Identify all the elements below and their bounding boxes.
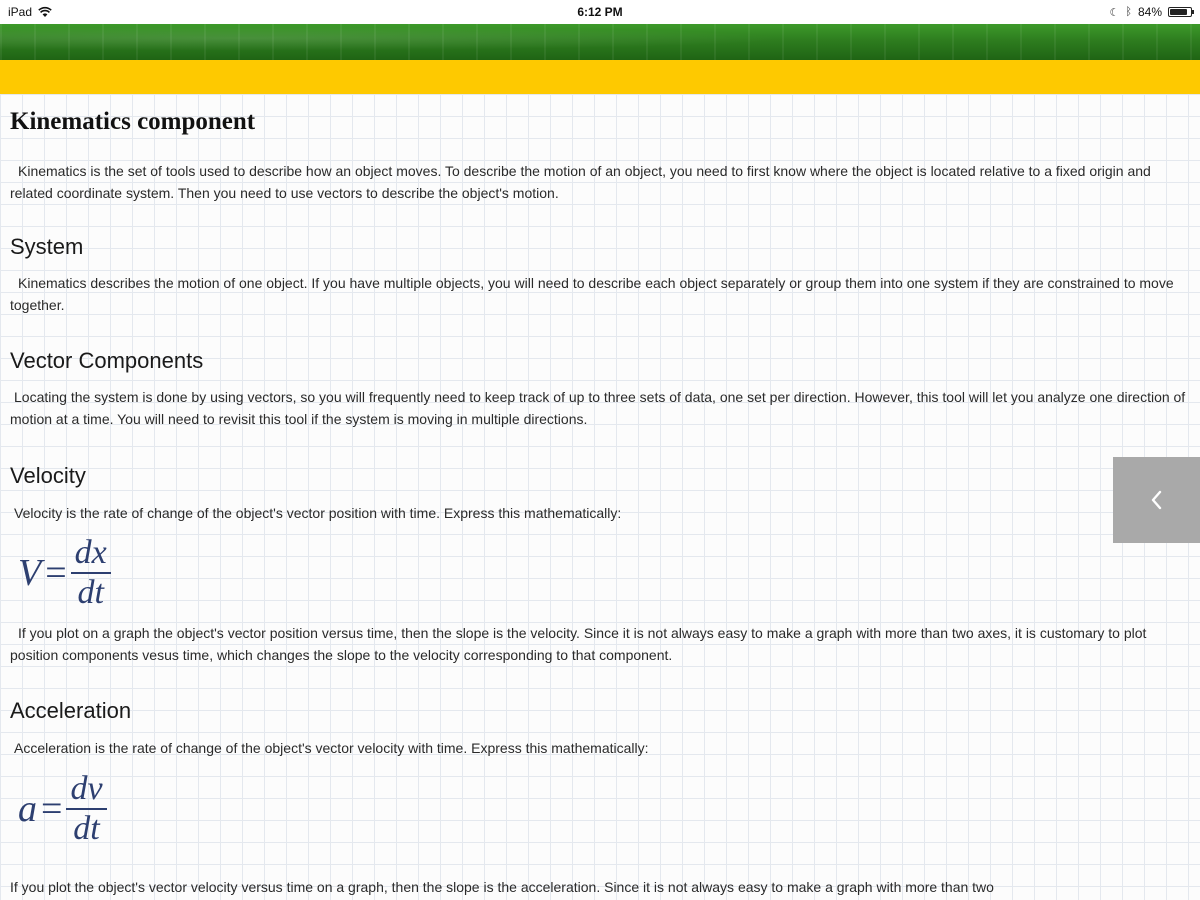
content-area[interactable] <box>0 94 1200 900</box>
section-heading-system: System <box>10 234 84 259</box>
section-text-system: Kinematics describes the motion of one object. If you have multiple objects, you will need to describe each object separately or group them into one system if they are constrained to move together. <box>10 275 1174 313</box>
status-bar <box>0 0 1200 24</box>
header-yellow-banner <box>0 60 1200 94</box>
device-label: iPad <box>8 5 33 19</box>
chevron-left-icon <box>1149 489 1165 511</box>
section-text-velocity: Velocity is the rate of change of the object's vector position with time. Express this mathematically: <box>14 505 622 521</box>
formula-fraction <box>66 770 106 848</box>
velocity-explanation: If you plot on a graph the object's vector position versus time, then the slope is the velocity. Since it is not always easy to make a graph with more than two axes, it is customary to plot position components vesus time, which changes the slope to the velocity corresponding to that component. <box>10 625 1147 663</box>
formula-lhs: V <box>18 552 42 594</box>
formula-fraction <box>71 534 111 612</box>
formula-denominator: dt <box>73 810 100 847</box>
battery-icon <box>1168 7 1192 17</box>
formula-lhs: a <box>18 788 37 830</box>
acceleration-explanation: If you plot the object's vector velocity versus time on a graph, then the slope is the acceleration. Since it is not always easy to make a graph with more than two <box>10 879 994 895</box>
section-heading-acceleration: Acceleration <box>10 698 132 723</box>
formula-denominator: dt <box>77 574 104 611</box>
header-green-banner <box>0 24 1200 60</box>
moon-icon: ☾ <box>1109 6 1120 19</box>
section-heading-velocity: Velocity <box>10 463 86 488</box>
banner-pattern <box>0 24 1200 60</box>
formula-equals: = <box>45 552 67 594</box>
formula-numerator: dv <box>66 770 106 810</box>
section-heading-vector-components: Vector Components <box>10 348 204 373</box>
page-title: Kinematics component <box>10 108 256 135</box>
velocity-formula <box>18 534 111 612</box>
battery-percent: 84% <box>1137 5 1162 19</box>
formula-equals: = <box>41 788 63 830</box>
bluetooth-icon: ᛒ <box>1125 6 1132 18</box>
status-right <box>1109 5 1192 19</box>
intro-text: Kinematics is the set of tools used to describe how an object moves. To describe the motion of an object, you need to first know where the object is located relative to a fixed origin and related coordinate system. Then you need to use vectors to describe the object's motion. <box>10 163 1151 201</box>
section-text-vector-components: Locating the system is done by using vectors, so you will frequently need to keep track of up to three sets of data, one set per direction. However, this tool will let you analyze one direction of motion at a time. You will need to revisit this tool if the system is moving in multiple directions. <box>10 389 1186 427</box>
status-time: 6:12 PM <box>577 5 623 19</box>
acceleration-formula <box>18 770 107 848</box>
section-text-acceleration: Acceleration is the rate of change of the object's vector velocity with time. Express this mathematically: <box>14 740 649 756</box>
side-drawer-toggle-button[interactable] <box>1113 457 1200 543</box>
formula-numerator: dx <box>71 534 111 574</box>
